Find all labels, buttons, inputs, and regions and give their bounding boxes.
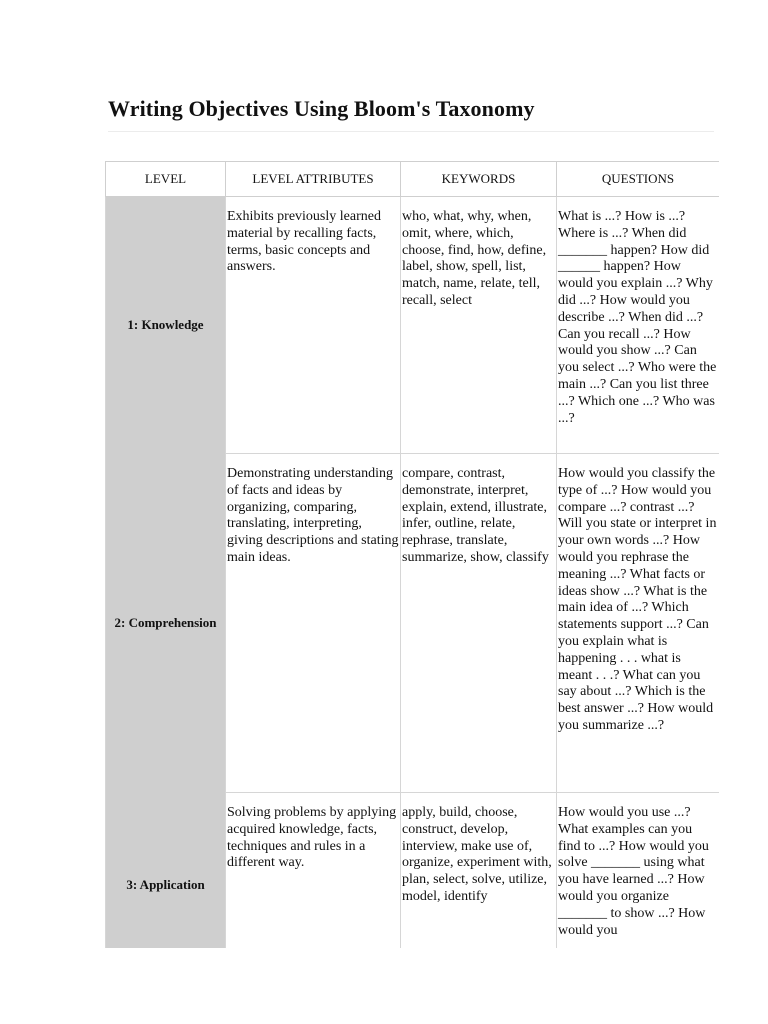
questions-cell: What is ...? How is ...? Where is ...? When did _______ happen? How did ______ happen? How would you explain ...? Why did ...? How would you describe ...? When did ...? Can you recall ...? How would you show ...? Can you select ...? Who were the main ...? Can you list three ...? Which one ...? Who was ...? — [557, 197, 720, 454]
table-container — [105, 161, 719, 948]
attributes-cell: Solving problems by applying acquired knowledge, facts, techniques and rules in a different way. — [226, 793, 401, 949]
table-row — [106, 197, 720, 454]
level-cell: 1: Knowledge — [106, 197, 226, 454]
column-header-level-attributes: LEVEL ATTRIBUTES — [226, 162, 401, 197]
questions-cell: How would you classify the type of ...? How would you compare ...? contrast ...? Will you state or interpret in your own words ...? How would you rephrase the meaning ...? What facts or ideas show ...? What is the main idea of ...? Which statements support ...? Can you explain what is happening . . . what is meant . . .? What can you say about ...? Which is the best answer ...? How would you summarize ...? — [557, 454, 720, 793]
table-header-row — [106, 162, 720, 197]
attributes-cell: Exhibits previously learned material by recalling facts, terms, basic concepts and answers. — [226, 197, 401, 454]
column-header-questions: QUESTIONS — [557, 162, 720, 197]
blooms-taxonomy-table — [105, 161, 719, 948]
table-row — [106, 793, 720, 949]
keywords-cell: who, what, why, when, omit, where, which, choose, find, how, define, label, show, spell, list, match, name, relate, tell, recall, select — [401, 197, 557, 454]
keywords-cell: compare, contrast, demonstrate, interpret, explain, extend, illustrate, infer, outline, relate, rephrase, translate, summarize, show, classify — [401, 454, 557, 793]
table-row — [106, 454, 720, 793]
page-title: Writing Objectives Using Bloom's Taxonomy — [108, 96, 535, 121]
keywords-cell: apply, build, choose, construct, develop, interview, make use of, organize, experiment with, plan, select, solve, utilize, model, identify — [401, 793, 557, 949]
title-divider — [108, 131, 714, 132]
column-header-keywords: KEYWORDS — [401, 162, 557, 197]
attributes-cell: Demonstrating understanding of facts and ideas by organizing, comparing, translating, interpreting, giving descriptions and stating main ideas. — [226, 454, 401, 793]
level-cell: 3: Application — [106, 793, 226, 949]
column-header-level: LEVEL — [106, 162, 226, 197]
level-cell: 2: Comprehension — [106, 454, 226, 793]
questions-cell: How would you use ...? What examples can you find to ...? How would you solve _______ using what you have learned ...? How would you organize _______ to show ...? How would you — [557, 793, 720, 949]
